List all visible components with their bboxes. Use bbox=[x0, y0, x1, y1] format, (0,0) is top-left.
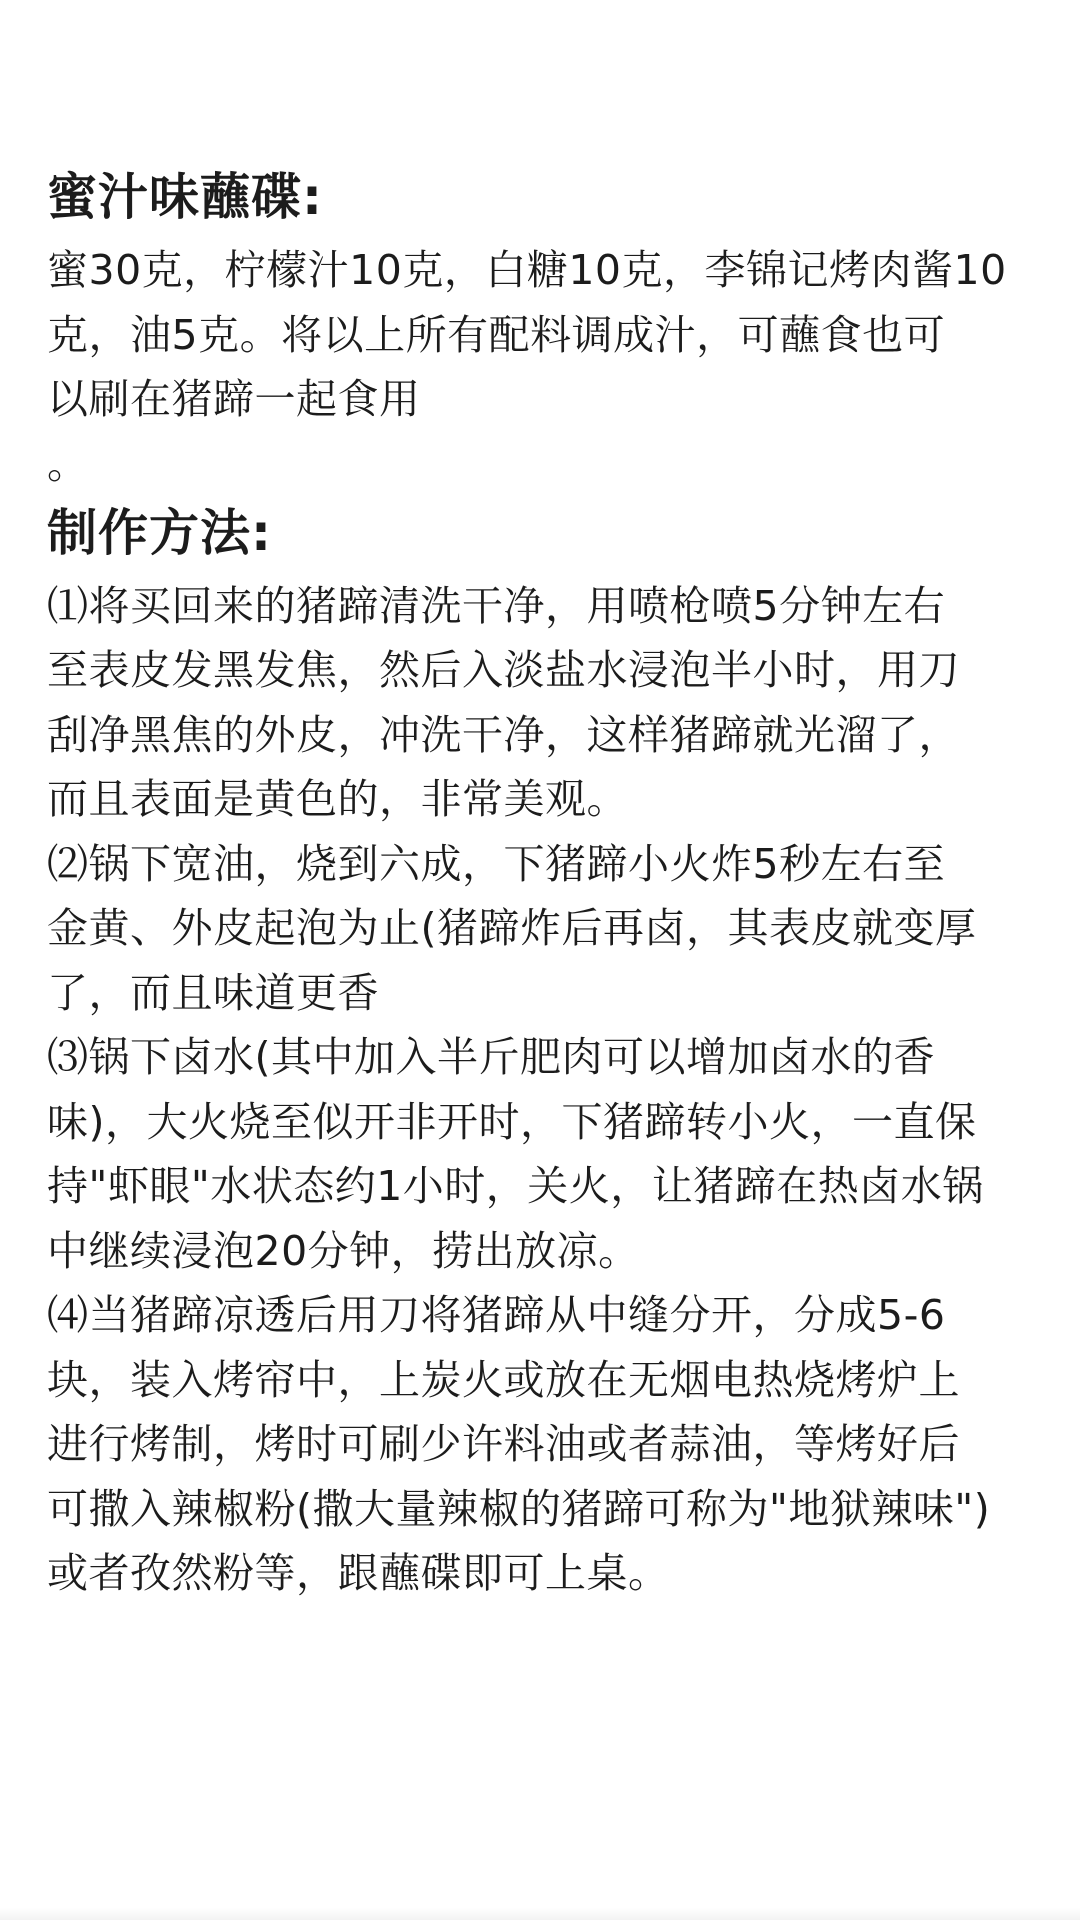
sauce-line-1: 蜜30克，柠檬汁10克，白糖10克，李锦记烤肉酱10 bbox=[47, 246, 1007, 294]
recipe-document bbox=[47, 160, 1047, 1606]
sauce-line-4: 。 bbox=[47, 439, 88, 488]
method-line-7: 了，而且味道更香 bbox=[47, 968, 379, 1017]
method-line-9: 味)，大火烧至似开非开时，下猪蹄转小火，一直保 bbox=[47, 1097, 977, 1146]
sauce-line-2: 克，油5克。将以上所有配料调成汁，可蘸食也可 bbox=[47, 310, 946, 359]
method-line-10: 持"虾眼"水状态约1小时，关火，让猪蹄在热卤水锅 bbox=[47, 1162, 984, 1210]
method-line-4: 而且表面是黄色的，非常美观。 bbox=[47, 775, 628, 823]
method-heading: 制作方法: bbox=[47, 503, 272, 562]
method-line-5: ⑵锅下宽油，烧到六成，下猪蹄小火炸5秒左右至 bbox=[47, 839, 946, 888]
bottom-edge bbox=[0, 1908, 1080, 1920]
sauce-line-3: 以刷在猪蹄一起食用 bbox=[47, 375, 421, 423]
method-line-12: ⑷当猪蹄凉透后用刀将猪蹄从中缝分开，分成5-6 bbox=[47, 1291, 946, 1339]
method-line-16: 或者孜然粉等，跟蘸碟即可上桌。 bbox=[47, 1549, 670, 1597]
method-line-14: 进行烤制，烤时可刷少许料油或者蒜油，等烤好后 bbox=[47, 1420, 960, 1468]
method-line-13: 块，装入烤帘中，上炭火或放在无烟电热烧烤炉上 bbox=[47, 1355, 960, 1404]
method-line-2: 至表皮发黑发焦，然后入淡盐水浸泡半小时，用刀 bbox=[47, 646, 960, 694]
method-line-3: 刮净黑焦的外皮，冲洗干净，这样猪蹄就光溜了， bbox=[47, 710, 960, 759]
method-line-11: 中继续浸泡20分钟，捞出放凉。 bbox=[47, 1226, 640, 1275]
method-line-15: 可撒入辣椒粉(撒大量辣椒的猪蹄可称为"地狱辣味") bbox=[47, 1484, 991, 1533]
method-line-1: ⑴将买回来的猪蹄清洗干净，用喷枪喷5分钟左右 bbox=[47, 581, 946, 630]
method-line-8: ⑶锅下卤水(其中加入半斤肥肉可以增加卤水的香 bbox=[47, 1033, 935, 1081]
method-line-6: 金黄、外皮起泡为止(猪蹄炸后再卤，其表皮就变厚 bbox=[47, 904, 977, 952]
dipping-sauce-heading: 蜜汁味蘸碟: bbox=[47, 168, 323, 226]
